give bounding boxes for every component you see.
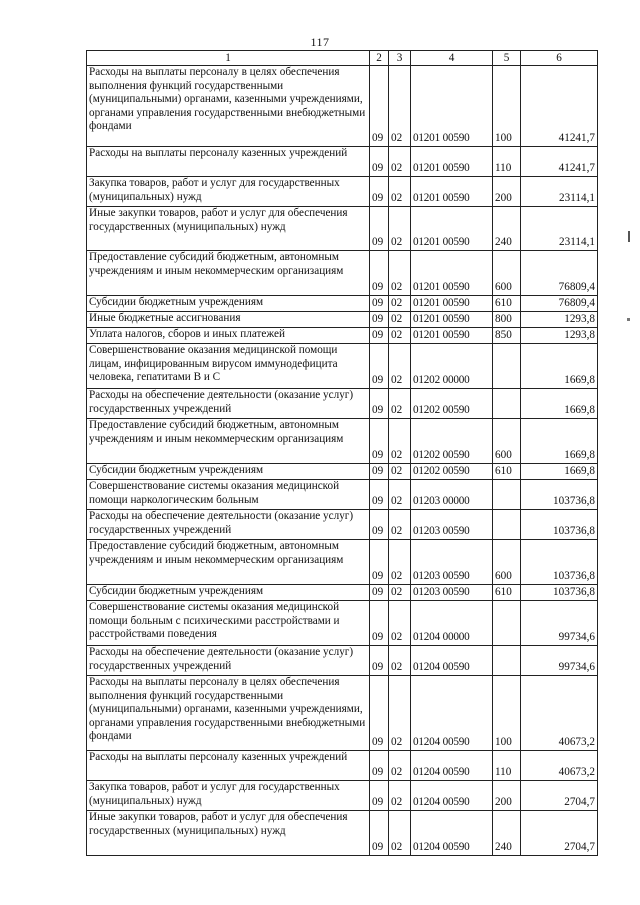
table-row (87, 510, 598, 540)
table-row (87, 540, 598, 585)
header-cell: 5 (493, 51, 521, 66)
row-target-article: 01202 00590 (411, 419, 493, 464)
row-target-article: 01203 00000 (411, 480, 493, 510)
row-description: Предоставление субсидий бюджетным, автономным учреждениям и иным некоммерческим организациям (87, 540, 370, 585)
row-section-code: 09 (370, 540, 389, 585)
row-section-code: 09 (370, 464, 389, 480)
row-target-article: 01201 00590 (411, 147, 493, 177)
row-section-code: 09 (370, 646, 389, 676)
table-row (87, 781, 598, 811)
row-section-code: 09 (370, 601, 389, 646)
row-subsection-code: 02 (389, 389, 411, 419)
table-row (87, 464, 598, 480)
row-expense-type: 610 (493, 296, 521, 312)
row-amount: 1669,8 (521, 389, 598, 419)
row-section-code: 09 (370, 207, 389, 251)
row-expense-type (493, 510, 521, 540)
table-row (87, 207, 598, 251)
row-subsection-code: 02 (389, 751, 411, 781)
row-subsection-code: 02 (389, 781, 411, 811)
table-row (87, 646, 598, 676)
budget-table (86, 50, 598, 856)
row-description: Предоставление субсидий бюджетным, автономным учреждениям и иным некоммерческим организациям (87, 251, 370, 296)
row-description: Иные бюджетные ассигнования (87, 312, 370, 328)
header-cell: 4 (411, 51, 493, 66)
row-section-code: 09 (370, 751, 389, 781)
row-expense-type: 600 (493, 419, 521, 464)
row-description: Закупка товаров, работ и услуг для государственных (муниципальных) нужд (87, 177, 370, 207)
row-section-code: 09 (370, 251, 389, 296)
row-amount: 1669,8 (521, 464, 598, 480)
table-row (87, 296, 598, 312)
row-description: Совершенствование системы оказания медицинской помощи больным с психическими расстройствами и расстройствами поведения (87, 601, 370, 646)
row-section-code: 09 (370, 328, 389, 344)
row-description: Иные закупки товаров, работ и услуг для обеспечения государственных (муниципальных) нужд (87, 207, 370, 251)
row-subsection-code: 02 (389, 540, 411, 585)
row-expense-type: 600 (493, 540, 521, 585)
row-expense-type: 240 (493, 811, 521, 856)
row-subsection-code: 02 (389, 585, 411, 601)
row-amount: 2704,7 (521, 781, 598, 811)
row-subsection-code: 02 (389, 251, 411, 296)
row-description: Расходы на выплаты персоналу в целях обеспечения выполнения функций государственными (муниципальными) органами, казенными учреждениями, органами управления государственными внебюджетными фондами (87, 66, 370, 147)
table-row (87, 601, 598, 646)
row-expense-type: 110 (493, 751, 521, 781)
table-row (87, 251, 598, 296)
row-description: Расходы на обеспечение деятельности (оказание услуг) государственных учреждений (87, 646, 370, 676)
row-expense-type (493, 389, 521, 419)
row-target-article: 01203 00590 (411, 510, 493, 540)
row-subsection-code: 02 (389, 147, 411, 177)
margin-dot (627, 318, 630, 321)
row-description: Расходы на выплаты персоналу казенных учреждений (87, 147, 370, 177)
row-description: Расходы на выплаты персоналу в целях обеспечения выполнения функций государственными (муниципальными) органами, казенными учреждениями, органами управления государственными внебюджетными фондами (87, 676, 370, 751)
row-description: Закупка товаров, работ и услуг для государственных (муниципальных) нужд (87, 781, 370, 811)
row-expense-type: 100 (493, 66, 521, 147)
row-target-article: 01202 00590 (411, 464, 493, 480)
row-subsection-code: 02 (389, 510, 411, 540)
row-description: Субсидии бюджетным учреждениям (87, 296, 370, 312)
row-section-code: 09 (370, 389, 389, 419)
row-expense-type: 110 (493, 147, 521, 177)
row-section-code: 09 (370, 312, 389, 328)
row-amount: 23114,1 (521, 177, 598, 207)
row-section-code: 09 (370, 480, 389, 510)
table-row (87, 751, 598, 781)
row-subsection-code: 02 (389, 480, 411, 510)
row-section-code: 09 (370, 781, 389, 811)
row-section-code: 09 (370, 676, 389, 751)
row-amount: 41241,7 (521, 66, 598, 147)
row-amount: 1669,8 (521, 419, 598, 464)
row-subsection-code: 02 (389, 811, 411, 856)
row-amount: 40673,2 (521, 751, 598, 781)
row-description: Предоставление субсидий бюджетным, автономным учреждениям и иным некоммерческим организациям (87, 419, 370, 464)
row-section-code: 09 (370, 344, 389, 389)
row-target-article: 01201 00590 (411, 251, 493, 296)
row-subsection-code: 02 (389, 296, 411, 312)
row-subsection-code: 02 (389, 207, 411, 251)
row-target-article: 01203 00590 (411, 540, 493, 585)
row-subsection-code: 02 (389, 419, 411, 464)
row-subsection-code: 02 (389, 328, 411, 344)
row-expense-type: 610 (493, 464, 521, 480)
table-body (87, 66, 598, 856)
row-target-article: 01201 00590 (411, 207, 493, 251)
row-section-code: 09 (370, 419, 389, 464)
row-target-article: 01204 00590 (411, 676, 493, 751)
row-target-article: 01203 00590 (411, 585, 493, 601)
row-expense-type: 200 (493, 781, 521, 811)
row-subsection-code: 02 (389, 464, 411, 480)
table-row (87, 480, 598, 510)
row-amount: 76809,4 (521, 251, 598, 296)
row-expense-type: 100 (493, 676, 521, 751)
row-target-article: 01202 00590 (411, 389, 493, 419)
header-row (87, 51, 598, 66)
row-subsection-code: 02 (389, 312, 411, 328)
row-subsection-code: 02 (389, 344, 411, 389)
row-description: Совершенствование системы оказания медицинской помощи наркологическим больным (87, 480, 370, 510)
row-expense-type: 600 (493, 251, 521, 296)
row-target-article: 01201 00590 (411, 66, 493, 147)
row-target-article: 01204 00590 (411, 646, 493, 676)
row-section-code: 09 (370, 811, 389, 856)
row-amount: 1293,8 (521, 312, 598, 328)
row-description: Иные закупки товаров, работ и услуг для обеспечения государственных (муниципальных) нужд (87, 811, 370, 856)
row-section-code: 09 (370, 585, 389, 601)
table-row (87, 419, 598, 464)
row-amount: 2704,7 (521, 811, 598, 856)
table-row (87, 676, 598, 751)
row-description: Совершенствование оказания медицинской помощи лицам, инфицированным вирусом иммунодефицита человека, гепатитами В и С (87, 344, 370, 389)
row-target-article: 01204 00000 (411, 601, 493, 646)
row-expense-type: 610 (493, 585, 521, 601)
row-expense-type: 800 (493, 312, 521, 328)
row-amount: 76809,4 (521, 296, 598, 312)
row-description: Субсидии бюджетным учреждениям (87, 585, 370, 601)
row-amount: 99734,6 (521, 601, 598, 646)
table-row (87, 328, 598, 344)
row-description: Расходы на выплаты персоналу казенных учреждений (87, 751, 370, 781)
row-expense-type (493, 480, 521, 510)
header-cell: 2 (370, 51, 389, 66)
row-expense-type (493, 646, 521, 676)
row-target-article: 01201 00590 (411, 296, 493, 312)
row-target-article: 01204 00590 (411, 751, 493, 781)
row-amount: 103736,8 (521, 510, 598, 540)
table-row (87, 177, 598, 207)
table-row (87, 147, 598, 177)
row-subsection-code: 02 (389, 66, 411, 147)
row-description: Расходы на обеспечение деятельности (оказание услуг) государственных учреждений (87, 510, 370, 540)
row-amount: 99734,6 (521, 646, 598, 676)
row-amount: 40673,2 (521, 676, 598, 751)
row-target-article: 01201 00590 (411, 177, 493, 207)
row-subsection-code: 02 (389, 601, 411, 646)
row-target-article: 01202 00000 (411, 344, 493, 389)
row-amount: 103736,8 (521, 480, 598, 510)
header-cell: 6 (521, 51, 598, 66)
row-description: Уплата налогов, сборов и иных платежей (87, 328, 370, 344)
row-section-code: 09 (370, 510, 389, 540)
table-row (87, 585, 598, 601)
header-cell: 3 (389, 51, 411, 66)
row-amount: 23114,1 (521, 207, 598, 251)
table-row (87, 344, 598, 389)
table-row (87, 66, 598, 147)
row-target-article: 01201 00590 (411, 328, 493, 344)
row-target-article: 01204 00590 (411, 781, 493, 811)
row-expense-type: 850 (493, 328, 521, 344)
row-section-code: 09 (370, 177, 389, 207)
row-target-article: 01204 00590 (411, 811, 493, 856)
row-amount: 41241,7 (521, 147, 598, 177)
row-description: Расходы на обеспечение деятельности (оказание услуг) государственных учреждений (87, 389, 370, 419)
row-section-code: 09 (370, 296, 389, 312)
table-row (87, 811, 598, 856)
row-expense-type: 240 (493, 207, 521, 251)
row-expense-type (493, 344, 521, 389)
row-description: Субсидии бюджетным учреждениям (87, 464, 370, 480)
table-row (87, 389, 598, 419)
row-amount: 1293,8 (521, 328, 598, 344)
row-subsection-code: 02 (389, 646, 411, 676)
row-subsection-code: 02 (389, 676, 411, 751)
header-cell: 1 (87, 51, 370, 66)
row-amount: 103736,8 (521, 585, 598, 601)
row-amount: 103736,8 (521, 540, 598, 585)
row-subsection-code: 02 (389, 177, 411, 207)
margin-mark (628, 231, 630, 242)
table-row (87, 312, 598, 328)
row-expense-type: 200 (493, 177, 521, 207)
row-section-code: 09 (370, 66, 389, 147)
row-amount: 1669,8 (521, 344, 598, 389)
page-number: 117 (310, 35, 330, 49)
row-section-code: 09 (370, 147, 389, 177)
row-target-article: 01201 00590 (411, 312, 493, 328)
row-expense-type (493, 601, 521, 646)
